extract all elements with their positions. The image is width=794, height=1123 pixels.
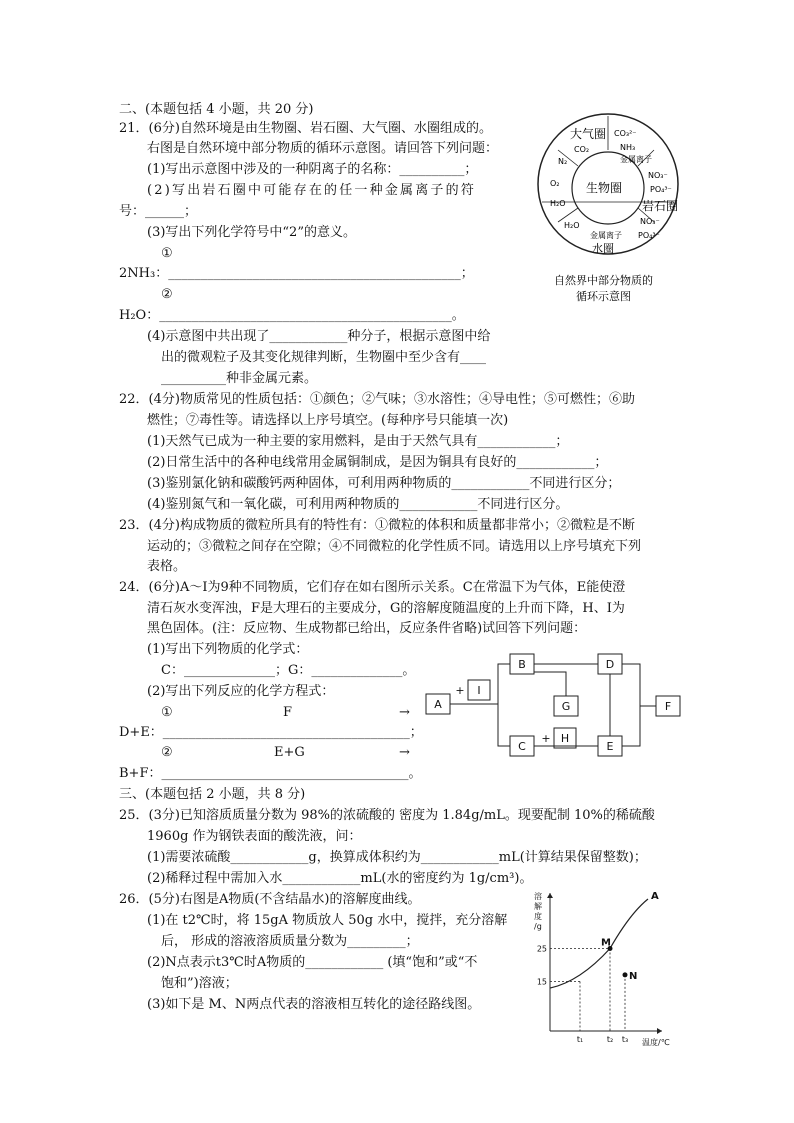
label-E: E: [606, 740, 614, 753]
q21-line7: 2NH₃：_____________________________________________；: [119, 266, 474, 281]
label-h2ob: H₂O: [564, 221, 580, 230]
q21-line4: (2)写出岩石圈中可能存在的任一种金属离子的符: [147, 183, 477, 198]
q26-line3: 后， 形成的溶液溶质质量分数为_________；: [161, 934, 419, 949]
label-plus2: +: [541, 732, 551, 745]
label-no3b: NO₃⁻: [640, 217, 660, 226]
q24-marker2: ②: [161, 745, 173, 760]
q26-line5: 饱和”)溶液；: [161, 976, 238, 991]
q21-line9: (4)示意图中共出现了____________种分子，根据示意图中给: [147, 329, 491, 344]
x-tick-label: t₂: [606, 1035, 614, 1044]
q24-line1: 24．(6分)A～I为9种不同物质，它们存在如右图所示关系。C在常温下为气体，E能使澄: [119, 580, 626, 595]
q24-line8: B+F：______________________________________。: [119, 766, 422, 781]
x-tick-label: t₃: [621, 1035, 629, 1044]
series-A-label: A: [651, 891, 659, 902]
q21-line2: 右图是自然环境中部分物质的循环示意图。请回答下列问题：: [147, 141, 499, 156]
label-bio: 生物圈: [586, 181, 623, 195]
q25-line4: (2)稀释过程中需加入水____________mL(水的密度约为 1g/cm³)。: [147, 871, 533, 886]
q21-line5: 号：______；: [119, 204, 198, 219]
label-atmos: 大气圈: [570, 127, 607, 141]
q21-line11: __________种非金属元素。: [161, 371, 318, 386]
label-A: A: [434, 698, 442, 711]
link-F-E: [622, 706, 640, 746]
label-nh3: NH₃: [620, 143, 636, 152]
label-plus1: +: [455, 684, 465, 697]
q21-line8: H₂O：_____________________________________________。: [119, 308, 465, 323]
relation-diagram: [420, 648, 690, 760]
q24-line4: (1)写出下列物质的化学式：: [147, 642, 309, 657]
q22-line6: (4)鉴别氮气和一氧化碳，可利用两种物质的____________不同进行区分。: [147, 497, 569, 512]
q26-line1: 26．(5分)右图是A物质(不含结晶水)的溶解度曲线。: [119, 892, 421, 907]
section3-header: 三、(本题包括 2 小题，共 8 分): [119, 787, 306, 802]
q21-line3: (1)写出示意图中涉及的一种阴离子的名称：__________；: [147, 162, 478, 177]
q21-line6: (3)写出下列化学符号中“2”的意义。: [147, 225, 356, 240]
label-rock: 岩石圈: [642, 199, 679, 213]
q26-line2: (1)在 t2℃时，将 15gA 物质放人 50g 水中，搅拌，充分溶解: [147, 913, 508, 928]
label-no3a: NO₃⁻: [648, 171, 668, 180]
q23-line1: 23．(4分)构成物质的微粒所具有的特性有：①微粒的体积和质量都非常小；②微粒是不断: [119, 518, 635, 533]
q24-marker1: ①: [161, 705, 173, 720]
q26-line4: (2)N点表示t3℃时A物质的____________ (填“饱和”或“不: [147, 955, 478, 970]
q24-line3: 黑色固体。(注：反应物、生成物都已给出，反应条件省略)试回答下列问题：: [147, 621, 587, 636]
q23-line2: 运动的；③微粒之间存在空隙；④不同微粒的化学性质不同。请选用以上序号填充下列: [147, 539, 642, 554]
solubility-chart: [530, 885, 680, 1055]
q24-line2: 清石灰水变浑浊，F是大理石的主要成分，G的溶解度随温度的上升而下降，H、I为: [147, 601, 625, 616]
q24-product1: F: [283, 705, 293, 720]
caption-line1: 自然界中部分物质的: [554, 274, 653, 287]
link-A-C: [498, 704, 510, 746]
q22-line1: 22．(4分)物质常见的性质包括：①颜色；②气味；③水溶性；④导电性；⑤可燃性；⑥助: [119, 392, 635, 407]
y-tick-label: 15: [536, 977, 547, 987]
link-B-G: [534, 672, 566, 696]
q21-marker2: ②: [161, 287, 173, 302]
q25-line1: 25．(3分)已知溶质质量分数为 98%的浓硫酸的 密度为 1.84g/mL。现要配制 10%的稀硫酸: [119, 808, 655, 823]
cycle-diagram: [528, 110, 688, 310]
q23-line3: 表格。: [147, 559, 187, 574]
q22-line2: 燃性；⑦毒性等。请选择以上序号填空。(每种序号只能填一次): [147, 413, 509, 428]
q22-line5: (3)鉴别氯化钠和碳酸钙两种固体，可利用两种物质的____________不同进行区分；: [147, 476, 621, 491]
q26-line6: (3)如下是 M、N两点代表的溶液相互转化的途径路线图。: [147, 997, 481, 1012]
label-G: G: [561, 700, 571, 713]
label-D: D: [605, 658, 615, 671]
label-metal2: 金属离子: [590, 231, 622, 240]
q24-line7: D+E：______________________________________；: [119, 725, 423, 740]
label-o2: O₂: [550, 179, 560, 188]
label-n2: N₂: [558, 157, 568, 166]
label-co2: CO₂: [574, 145, 590, 154]
y-axis-arrow: [547, 893, 553, 898]
q22-line3: (1)天然气已成为一种主要的家用燃料，是由于天然气具有____________；: [147, 434, 569, 449]
y-tick-label: 25: [536, 944, 547, 954]
label-co3: CO₃²⁻: [614, 129, 637, 138]
q24-arrow1: →: [399, 705, 410, 720]
q24-arrow2: →: [399, 745, 410, 760]
label-C: C: [518, 740, 526, 753]
x-axis-arrow: [657, 1028, 662, 1034]
q22-line4: (2)日常生活中的各种电线常用金属铜制成，是因为铜具有良好的____________；: [147, 455, 608, 470]
x-axis-label: 温度/℃: [642, 1038, 670, 1047]
q25-line3: (1)需要浓硫酸____________g，换算成体积约为____________mL(计算结果保留整数)；: [147, 850, 647, 865]
point-N-label: N: [629, 970, 638, 982]
label-metal1: 金属离子: [620, 155, 652, 164]
q25-line2: 1960g 作为钢铁表面的酸洗液，问：: [147, 829, 362, 844]
link-F-D: [622, 664, 656, 706]
label-H: H: [560, 732, 570, 745]
label-B: B: [518, 658, 526, 671]
x-tick-label: t₁: [576, 1035, 584, 1044]
caption-line2: 循环示意图: [576, 290, 631, 303]
label-po4a: PO₄³⁻: [650, 185, 672, 194]
arrow-line: [558, 208, 578, 222]
q21-line1: 21．(6分)自然环境是由生物圈、岩石圈、大气圈、水圈组成的。: [119, 121, 492, 136]
q24-product2: E+G: [274, 745, 305, 760]
q24-line6: (2)写出下列反应的化学方程式：: [147, 684, 335, 699]
label-I: I: [477, 684, 481, 697]
q24-line5: C：______________；G：______________。: [161, 663, 416, 678]
label-water: 水圈: [592, 242, 614, 255]
label-F: F: [664, 700, 672, 713]
q21-line10: 出的微观粒子及其变化规律判断，生物圈中至少含有____: [161, 350, 487, 365]
label-h2oa: H₂O: [550, 199, 566, 208]
q21-marker1: ①: [161, 246, 173, 261]
point-N: [623, 972, 628, 977]
y-axis-label: 溶解度/g: [534, 892, 542, 931]
label-po4b: PO₄³⁻: [638, 231, 660, 240]
section2-header: 二、(本题包括 4 小题，共 20 分): [119, 102, 314, 117]
point-M-label: M: [601, 937, 611, 949]
